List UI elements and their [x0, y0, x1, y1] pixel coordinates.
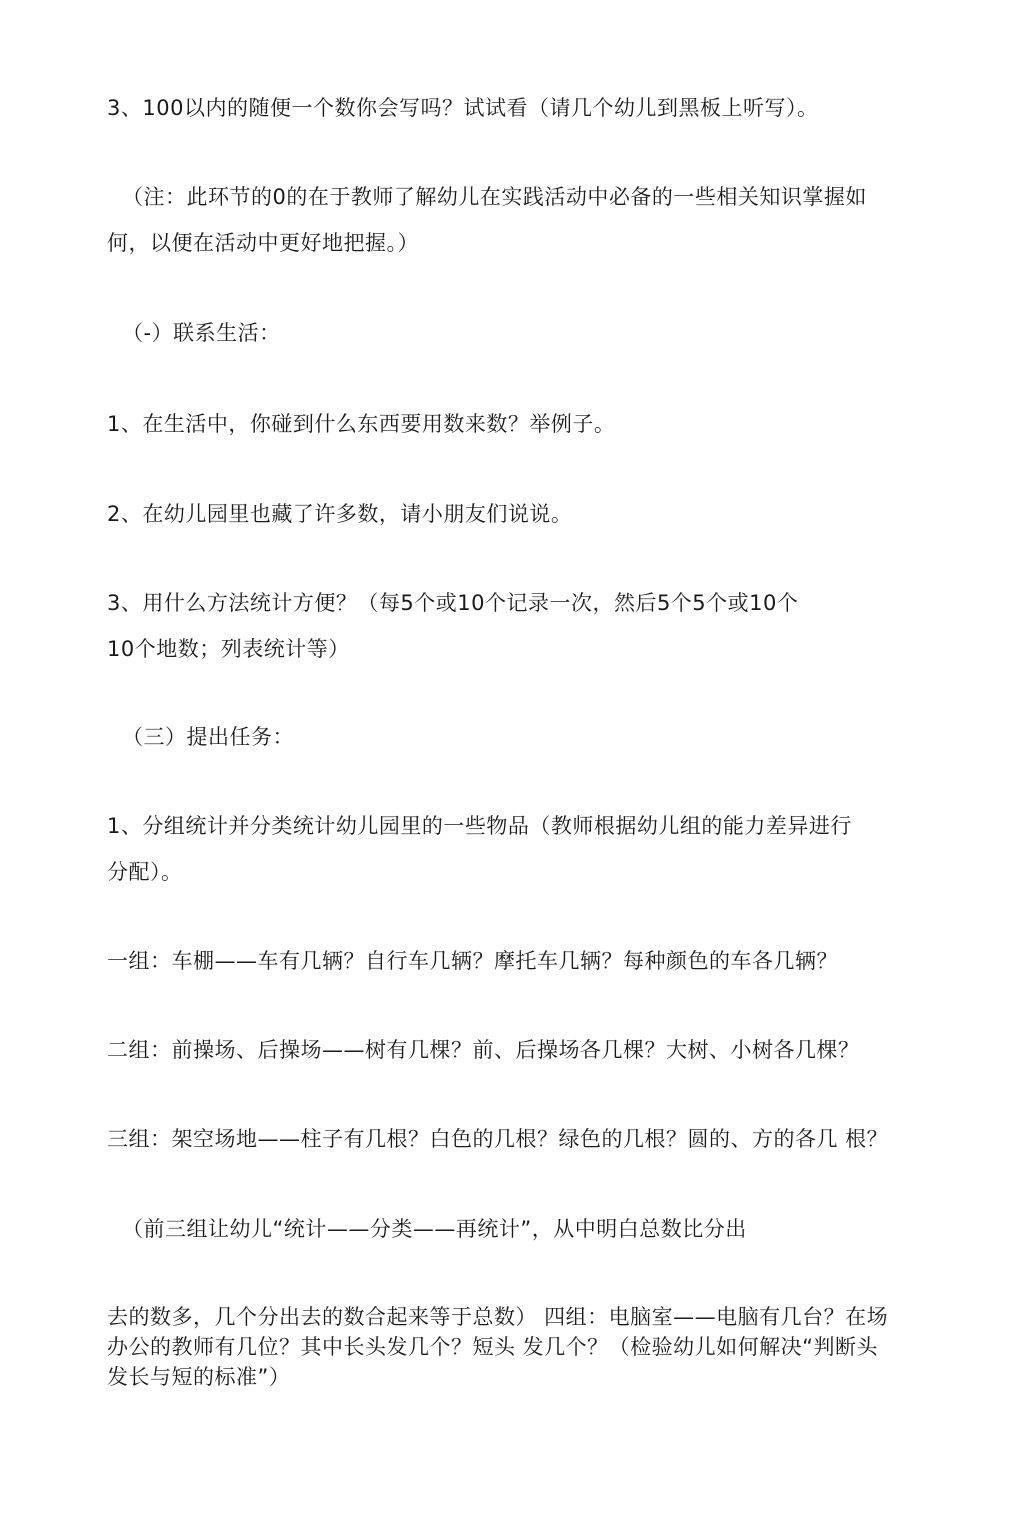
text-line: 何，以便在活动中更好地把握。） [107, 231, 419, 255]
section-heading: （三）提出任务： [122, 725, 294, 749]
text-line: 1、在生活中，你碰到什么东西要用数来数？举例子。 [107, 412, 616, 436]
text-line: 二组：前操场、后操场——树有几棵？前、后操场各几棵？大树、小树各几棵？ [107, 1038, 860, 1062]
section-heading: （-）联系生活： [122, 321, 281, 345]
text-line: （注：此环节的0的在于教师了解幼儿在实践活动中必备的一些相关知识掌握如 [122, 185, 867, 209]
text-line: 一组：车棚——车有几辆？自行车几辆？摩托车几辆？每种颜色的车各几辆？ [107, 949, 838, 973]
text-line: 3、100以内的随便一个数你会写吗？试试看（请几个幼儿到黑板上听写）。 [107, 96, 819, 120]
text-line: 办公的教师有几位？其中长头发几个？短头 发几个？（检验幼儿如何解决“判断头 [107, 1335, 879, 1359]
text-line: （前三组让幼儿“统计——分类——再统计”，从中明白总数比分出 [122, 1217, 747, 1241]
text-line: 发长与短的标准”） [107, 1365, 291, 1389]
text-line: 3、用什么方法统计方便？（每5个或10个记录一次，然后5个5个或10个 [107, 591, 799, 615]
text-line: 分配）。 [107, 860, 183, 884]
text-line: 10个地数；列表统计等） [107, 637, 350, 661]
text-line: 去的数多，几个分出去的数合起来等于总数） 四组：电脑室——电脑有几台？在场 [107, 1305, 889, 1329]
text-line: 1、分组统计并分类统计幼儿园里的一些物品（教师根据幼儿组的能力差异进行 [107, 814, 852, 838]
text-line: 三组：架空场地——柱子有几根？白色的几根？绿色的几根？圆的、方的各几 根？ [107, 1127, 889, 1151]
text-line: 2、在幼儿园里也藏了许多数，请小朋友们说说。 [107, 502, 573, 526]
